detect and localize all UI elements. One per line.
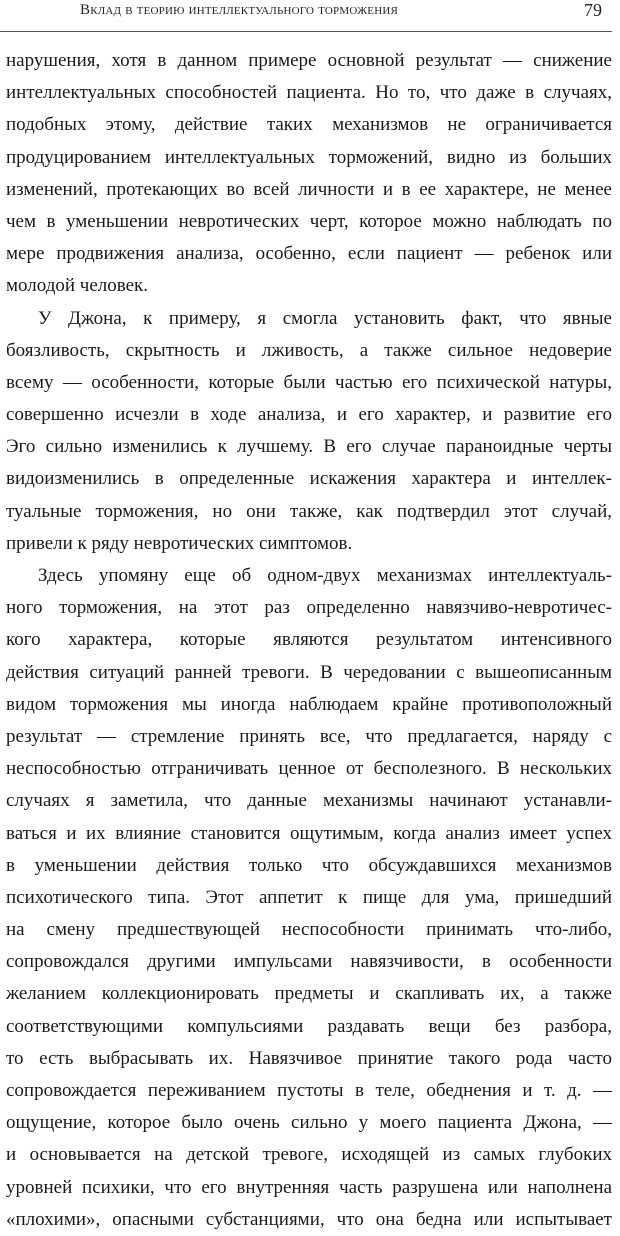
text-line: действия ситуаций ранней тревоги. В чередовании с вышеописанным — [6, 661, 612, 683]
text-line: мере продвижения анализа, особенно, если пациент — ребенок или — [6, 243, 612, 265]
text-line: случаях я заметила, что данные механизмы начинают устанавли- — [6, 790, 612, 812]
text-line: Эго сильно изменились к лучшему. В его случае параноидные черты — [6, 436, 612, 458]
text-line: чем в уменьшении невротических черт, которое можно наблюдать по — [6, 210, 612, 232]
text-line: ного торможения, на этот раз определенно навязчиво-невротичес- — [6, 597, 612, 619]
text-line: кого характера, которые являются результатом интенсивного — [6, 629, 612, 651]
text-line: соответствующими компульсиями раздавать вещи без разбора, — [6, 1015, 612, 1037]
text-line: в уменьшении действия только что обсуждавшихся механизмов — [6, 854, 612, 876]
text-line: сопровождался другими импульсами навязчивости, в особенности — [6, 951, 612, 973]
text-line: видом торможения мы иногда наблюдаем крайне противоположный — [6, 693, 612, 715]
text-line: «плохими», опасными субстанциями, что она бедна или испытывает — [6, 1208, 612, 1230]
text-line: подобных этому, действие таких механизмов не ограничивается — [6, 114, 612, 136]
text-line: изменений, протекающих во всей личности и в ее характере, не менее — [6, 178, 612, 200]
text-line: на смену предшествующей неспособности принимать что-либо, — [6, 919, 612, 941]
text-line: уровней психики, что его внутренняя часть разрушена или наполнена — [6, 1176, 612, 1198]
text-line: молодой человек. — [6, 275, 149, 297]
text-line: У Джона, к примеру, я смогла установить факт, что явные — [38, 307, 612, 329]
text-line: продуцированием интеллектуальных торможений, видно из больших — [6, 146, 612, 168]
text-line: привели к ряду невротических симптомов. — [6, 532, 353, 554]
text-line: совершенно исчезли в ходе анализа, и его характер, и развитие его — [6, 404, 612, 426]
text-line: неспособностью отграничивать ценное от бесполезного. В нескольких — [6, 758, 612, 780]
text-line: всему — особенности, которые были частью его психической натуры, — [6, 371, 612, 393]
text-line: и основывается на детской тревоге, исходящей из самых глубоких — [6, 1144, 612, 1166]
text-line: психотического типа. Этот аппетит к пище для ума, пришедший — [6, 886, 612, 908]
header-rule — [0, 31, 612, 32]
text-line: боязливость, скрытность и лживость, а также сильное недоверие — [6, 339, 612, 361]
text-line: желанием коллекционировать предметы и скапливать их, а также — [6, 983, 612, 1005]
text-line: нарушения, хотя в данном примере основной результат — снижение — [6, 50, 612, 71]
text-line: Здесь упомяну еще об одном-двух механизмах интеллектуаль- — [38, 565, 612, 586]
running-head: Вклад в теорию интеллектуального торможения — [80, 2, 399, 18]
text-line: туальные торможения, но они также, как подтвердил этот случай, — [6, 500, 612, 522]
text-line: сопровождается переживанием пустоты в теле, обеднения и т. д. — — [6, 1080, 612, 1101]
page-number: 79 — [584, 0, 602, 20]
text-line: ощущение, которое было очень сильно у моего пациента Джона, — — [6, 1112, 612, 1134]
text-line: ваться и их влияние становится ощутимым, когда анализ имеет успех — [6, 822, 612, 844]
text-line: интеллектуальных способностей пациента. Но то, что даже в случаях, — [6, 82, 612, 104]
text-line: то есть выбрасывать их. Навязчивое принятие такого рода часто — [6, 1047, 612, 1069]
text-line: видоизменились в определенные искажения характера и интеллек- — [6, 468, 612, 490]
text-line: результат — стремление принять все, что предлагается, наряду с — [6, 725, 612, 747]
body-text — [6, 45, 612, 1236]
